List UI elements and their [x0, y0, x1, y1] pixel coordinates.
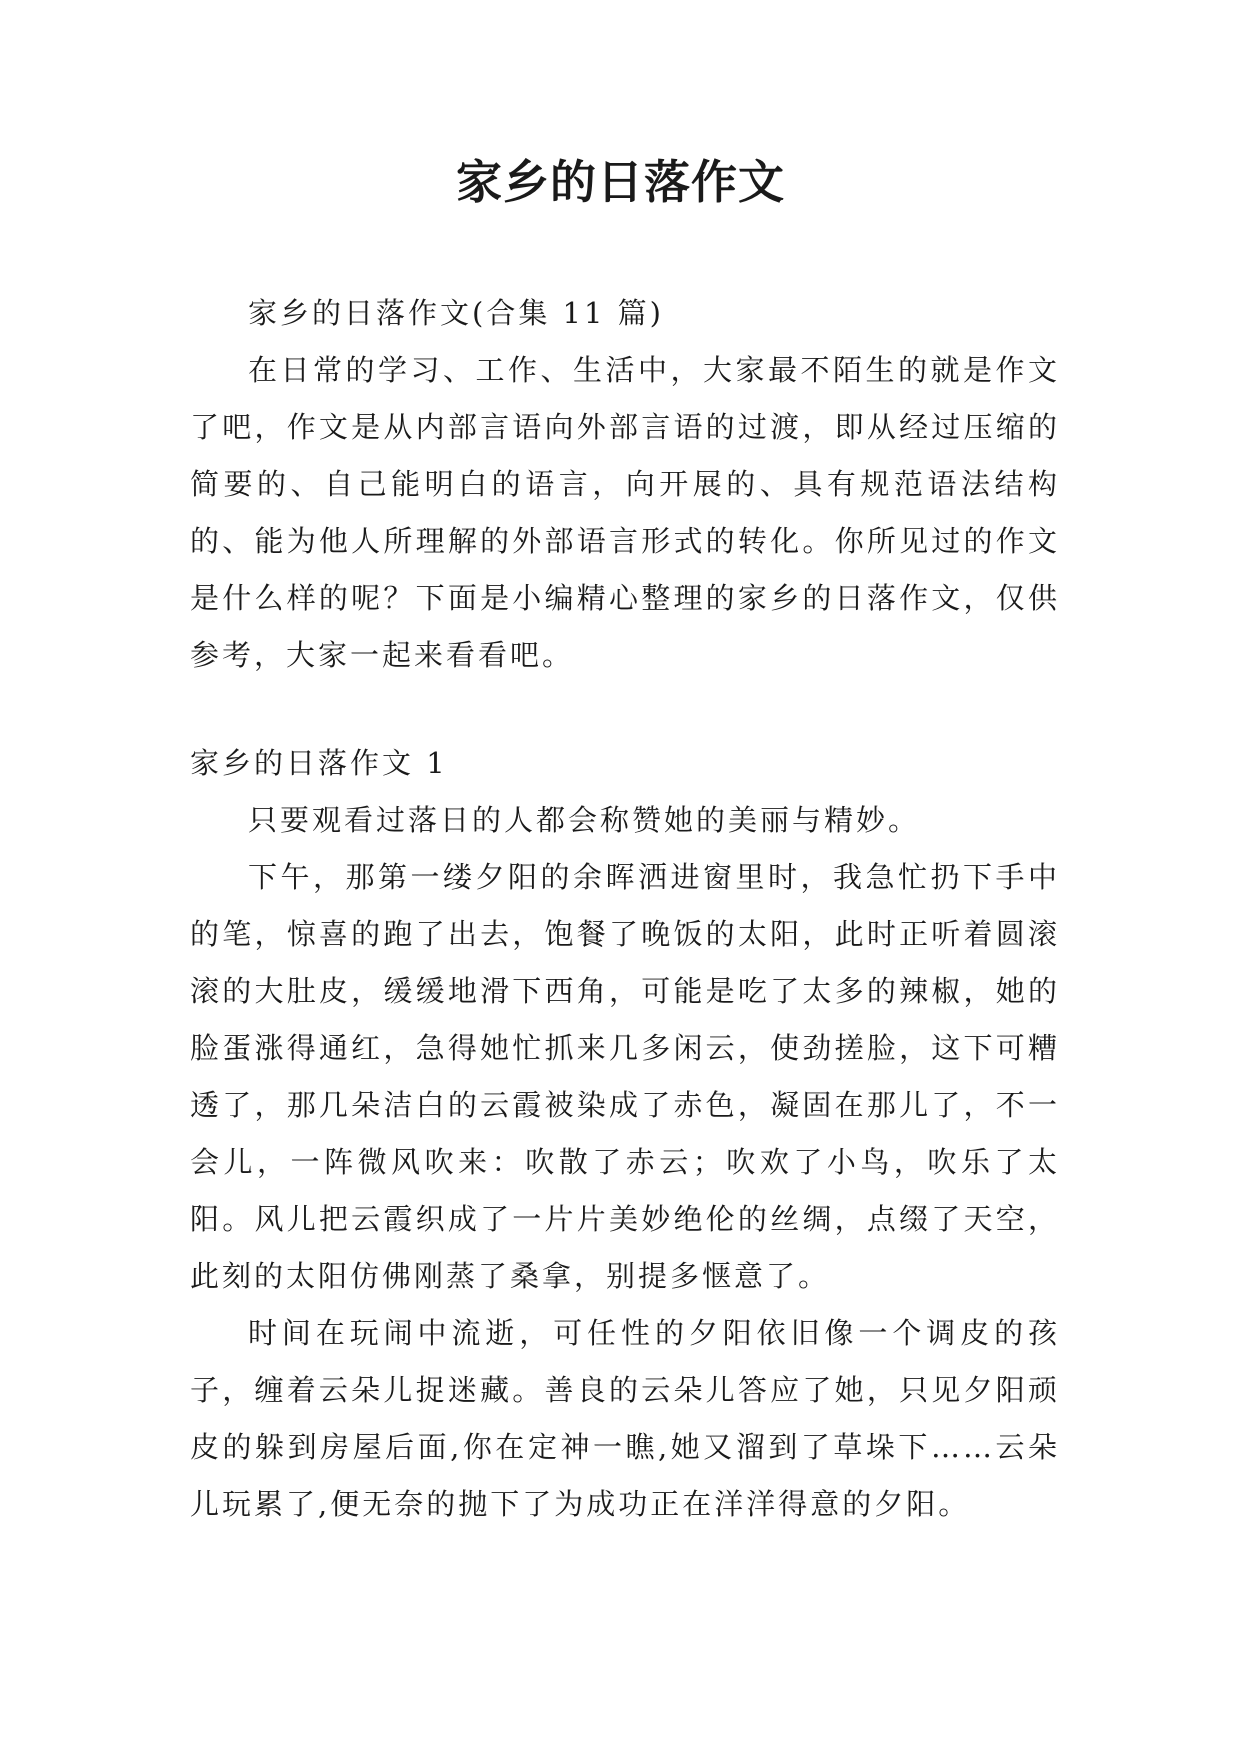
section-heading: 家乡的日落作文 1	[190, 746, 448, 780]
section-paragraph-2: 下午，那第一缕夕阳的余晖洒进窗里时，我急忙扔下手中的笔，惊喜的跑了出去，饱餐了晚饭的太阳，此时正听着圆滚滚的大肚皮，缓缓地滑下西角，可能是吃了太多的辣椒，她的脸蛋涨得通红，急得她忙抓来几多闲云，使劲搓脸，这下可糟透了，那几朵洁白的云霞被染成了赤色，凝固在那儿了，不一会儿，一阵微风吹来：吹散了赤云；吹欢了小鸟，吹乐了太阳。风儿把云霞织成了一片片美妙绝伦的丝绸，点缀了天空，此刻的太阳仿佛刚蒸了桑拿，别提多惬意了。	[190, 860, 1060, 1293]
section-paragraph-3: 时间在玩闹中流逝，可任性的夕阳依旧像一个调皮的孩子，缠着云朵儿捉迷藏。善良的云朵儿答应了她，只见夕阳顽皮的躲到房屋后面,你在定神一瞧,她又溜到了草垛下……云朵儿玩累了,便无奈的抛下了为成功正在洋洋得意的夕阳。	[190, 1316, 1060, 1521]
section-paragraph-1: 只要观看过落日的人都会称赞她的美丽与精妙。	[248, 803, 921, 837]
section-spacer	[190, 684, 1060, 735]
intro-subtitle: 家乡的日落作文(合集 11 篇)	[248, 296, 664, 330]
document-title: 家乡的日落作文	[456, 155, 785, 209]
document-body	[190, 285, 1060, 1533]
intro-paragraph: 在日常的学习、工作、生活中，大家最不陌生的就是作文了吧，作文是从内部言语向外部言语的过渡，即从经过压缩的简要的、自己能明白的语言，向开展的、具有规范语法结构的、能为他人所理解的外部语言形式的转化。你所见过的作文是什么样的呢？下面是小编精心整理的家乡的日落作文，仅供参考，大家一起来看看吧。	[190, 353, 1060, 672]
